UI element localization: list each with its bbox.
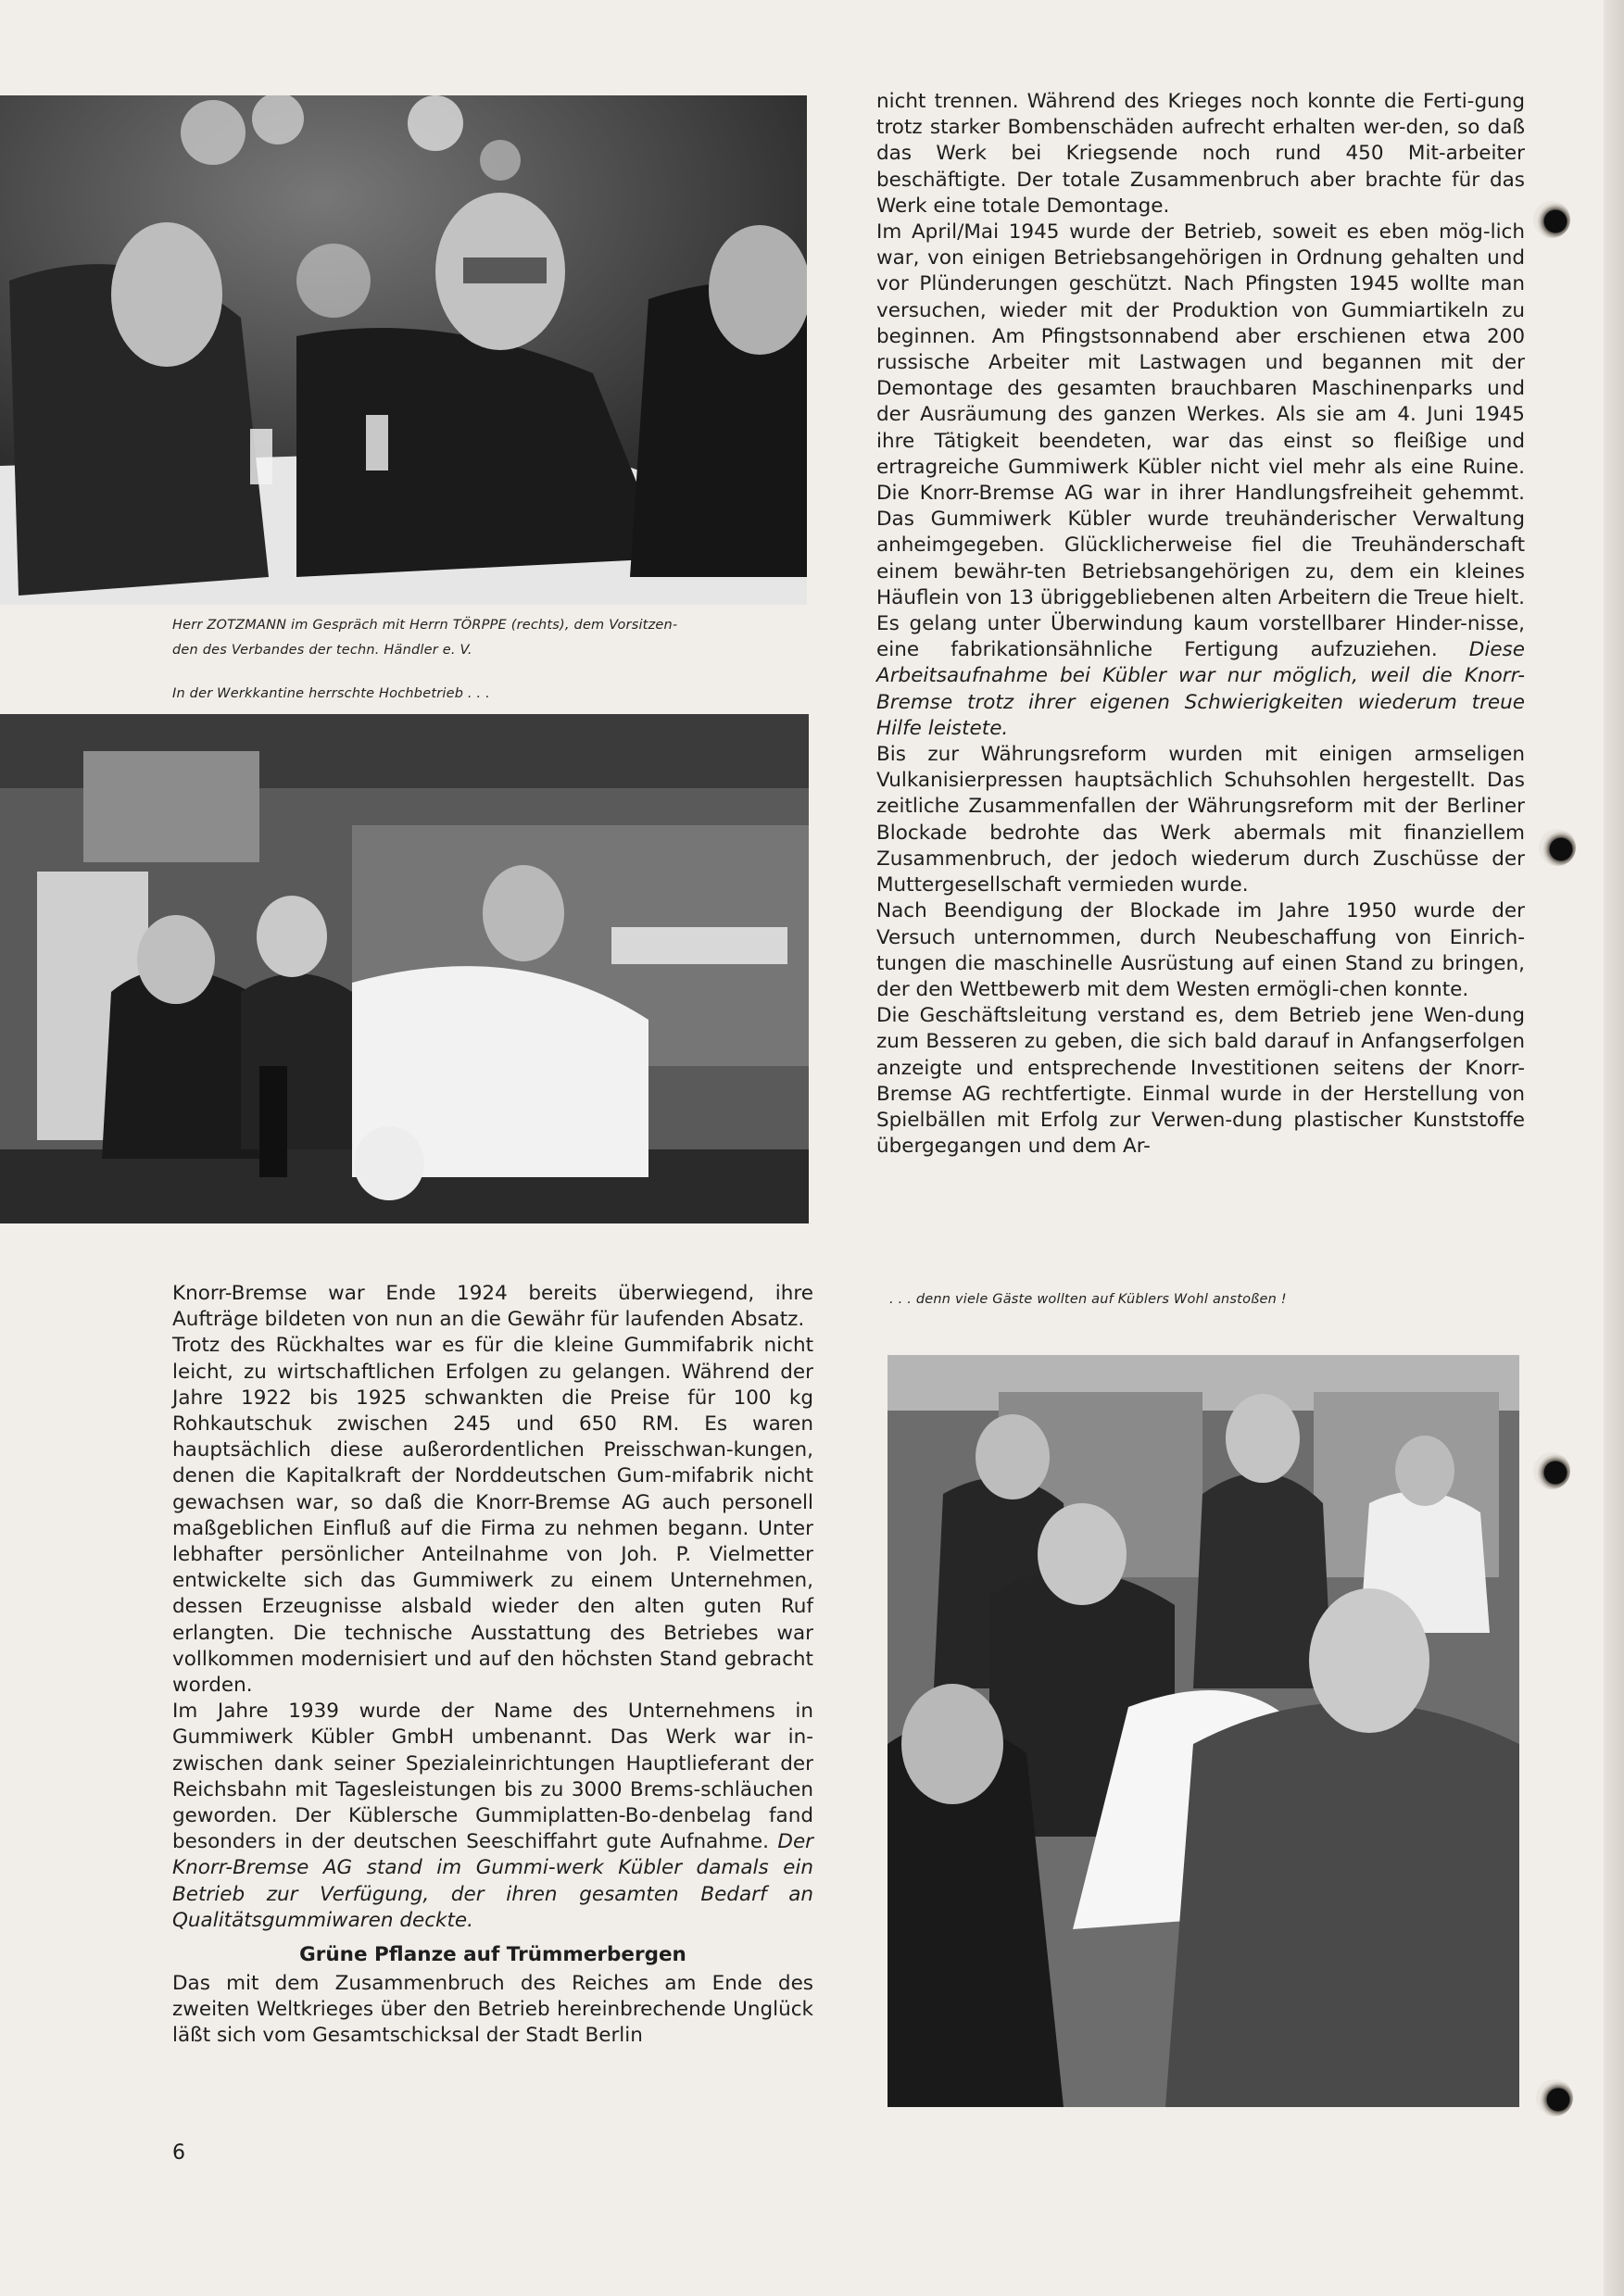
paragraph-text: Im April/Mai 1945 wurde der Betrieb, soweit es eben mög-lich war, von einigen Betriebsangehörigen in Ordnung gehalten und vor Plünderungen geschützt. Nach Pfingsten 1945 wollte man versuchen, wieder mit der Produktion von Gummiartikeln zu beginnen. Am Pfingstsonnabend aber erschienen etwa 200 russische Arbeiter mit Lastwagen und begannen mit der Demontage des gesamten brauchbaren Maschinenparks und der Ausräumung des ganzen Werkes. Als sie am 4. Juni 1945 ihre Tätigkeit beendeten, war das einst so fleißige und ertragreiche Gummiwerk Kübler nicht viel mehr als eine Ruine. Die Knorr-Bremse AG war in ihrer Handlungsfreiheit gehemmt. Das Gummiwerk Kübler wurde treuhänderischer Verwaltung anheimgegeben. Glücklicherweise fiel die Treuhänderschaft einem bewähr-ten Betriebsangehörigen zu, dem ein kleines Häuflein von 13 übriggebliebenen alten Arbeitern die Treue hielt. Es gelang unter Überwindung kaum vorstellbarer Hinder-nisse, eine fabrikationsähnliche Fertigung aufzuziehen. bbox=[876, 220, 1525, 662]
paragraph: Bis zur Währungsreform wurden mit einigen armseligen Vulkanisierpressen hauptsächlich Schuhsohlen hergestellt. Das zeitliche Zusammenfallen der Währungsreform mit der Berliner Blockade bedrohte das Werk abermals mit finanziellem Zusammenbruch, der jedoch wiederum durch Zuschüsse der Muttergesellschaft vermieden wurde. bbox=[876, 743, 1525, 897]
photo-bottom-right bbox=[888, 1355, 1519, 2107]
punch-hole-icon bbox=[1536, 2079, 1573, 2116]
paragraph: nicht trennen. Während des Krieges noch konnte die Ferti-gung trotz starker Bombenschäden aufrecht erhalten wer-den, so daß das Werk bei Kriegsende noch rund 450 Mit-arbeiter beschäftigte. Der totale Zusammenbruch aber brachte für das Werk eine totale Demontage. bbox=[876, 90, 1525, 218]
paragraph bbox=[172, 1699, 813, 1934]
page-number: 6 bbox=[172, 2141, 185, 2164]
punch-hole-icon bbox=[1539, 829, 1576, 866]
paragraph bbox=[876, 220, 1525, 742]
photo-guests-toasting-icon bbox=[888, 1355, 1519, 2107]
caption-photo1 bbox=[172, 613, 821, 663]
paragraph-text: Im Jahre 1939 wurde der Name des Unternehmens in Gummiwerk Kübler GmbH umbenannt. Das Werk war in-zwischen dank seiner Spezialeinrichtungen Hauptlieferant der Reichsbahn mit Tagesleistungen bis zu 3000 Brems-schläuchen geworden. Der Küblersche Gummiplatten-Bo-denbelag fand besonders in der deutschen Seeschiffahrt gute Aufnahme. bbox=[172, 1700, 813, 1854]
punch-hole-icon bbox=[1533, 1452, 1570, 1489]
caption-photo2: In der Werkkantine herrschte Hochbetrieb . . . bbox=[172, 686, 490, 701]
paragraph-emphasis: Diese Arbeitsaufnahme bei Kübler war nur möglich, weil die Knorr-Bremse trotz ihrer eigenen Schwierigkeiten wiederum treue Hilfe leistete. bbox=[876, 638, 1525, 740]
paragraph: Trotz des Rückhaltes war es für die kleine Gummifabrik nicht leicht, zu wirtschaftlichen Erfolgen zu gelangen. Während der Jahre 1922 bis 1925 schwankten die Preise für 100 kg Rohkautschuk zwischen 245 und 650 RM. Es waren hauptsächlich diese außerordentlichen Preisschwan-kungen, denen die Kapitalkraft der Norddeutschen Gum-mifabrik nicht gewachsen war, so daß die Knorr-Bremse AG auch personell maßgeblichen Einfluß auf die Firma zu nehmen begann. Unter lebhafter persönlicher Anteilnahme von Joh. P. Vielmetter entwickelte sich das Gummiwerk zu einem Unternehmen, dessen Erzeugnisse alsbald wieder den alten guten Ruf erlangten. Die technische Ausstattung des Betriebes war vollkommen modernisiert und auf den höchsten Stand gebracht worden. bbox=[172, 1334, 813, 1698]
paragraph: Das mit dem Zusammenbruch des Reiches am Ende des zweiten Weltkrieges über den Betrieb hereinbrechende Unglück läßt sich vom Gesamtschicksal der Stadt Berlin bbox=[172, 1972, 813, 2048]
caption-photo3: . . . denn viele Gäste wollten auf Küblers Wohl anstoßen ! bbox=[889, 1292, 1287, 1307]
punch-hole-icon bbox=[1533, 201, 1570, 238]
paragraph-emphasis: Der Knorr-Bremse AG stand im Gummi-werk Kübler damals ein Betrieb zur Verfügung, der ihren gesamten Bedarf an Qualitätsgummiwaren deckte. bbox=[172, 1830, 814, 1932]
paragraph: Die Geschäftsleitung verstand es, dem Betrieb jene Wen-dung zum Besseren zu geben, die sich bald darauf in Anfangserfolgen anzeigte und entsprechende Investitionen seitens der Knorr-Bremse AG rechtfertigte. Einmal wurde in der Herstellung von Spielbällen mit Erfolg zur Verwen-dung plastischer Kunststoffe übergegangen und dem Ar- bbox=[876, 1004, 1525, 1159]
caption-photo1-line2: den des Verbandes der techn. Händler e. V. bbox=[172, 643, 472, 658]
photo-conversation-at-table-icon bbox=[0, 95, 807, 605]
photo-top-left bbox=[0, 95, 807, 605]
caption-photo1-line1: Herr ZOTZMANN im Gespräch mit Herrn TÖRPPE (rechts), dem Vorsitzen- bbox=[172, 618, 678, 633]
photo-canteen-counter-icon bbox=[0, 714, 809, 1223]
paragraph: Nach Beendigung der Blockade im Jahre 1950 wurde der Versuch unternommen, durch Neubeschaffung von Einrich-tungen die maschinelle Ausrüstung auf einen Stand zu bringen, der den Wettbewerb mit dem Westen ermögli-chen konnte. bbox=[876, 899, 1525, 1001]
section-heading: Grüne Pflanze auf Trümmerbergen bbox=[299, 1943, 686, 1967]
photo-middle-left bbox=[0, 714, 809, 1223]
paragraph: Knorr-Bremse war Ende 1924 bereits überwiegend, ihre Aufträge bildeten von nun an die Gewähr für laufenden Absatz. bbox=[172, 1282, 813, 1332]
text-column-left bbox=[172, 1281, 813, 2050]
text-column-right bbox=[876, 89, 1525, 1160]
page-edge bbox=[1604, 0, 1624, 2296]
